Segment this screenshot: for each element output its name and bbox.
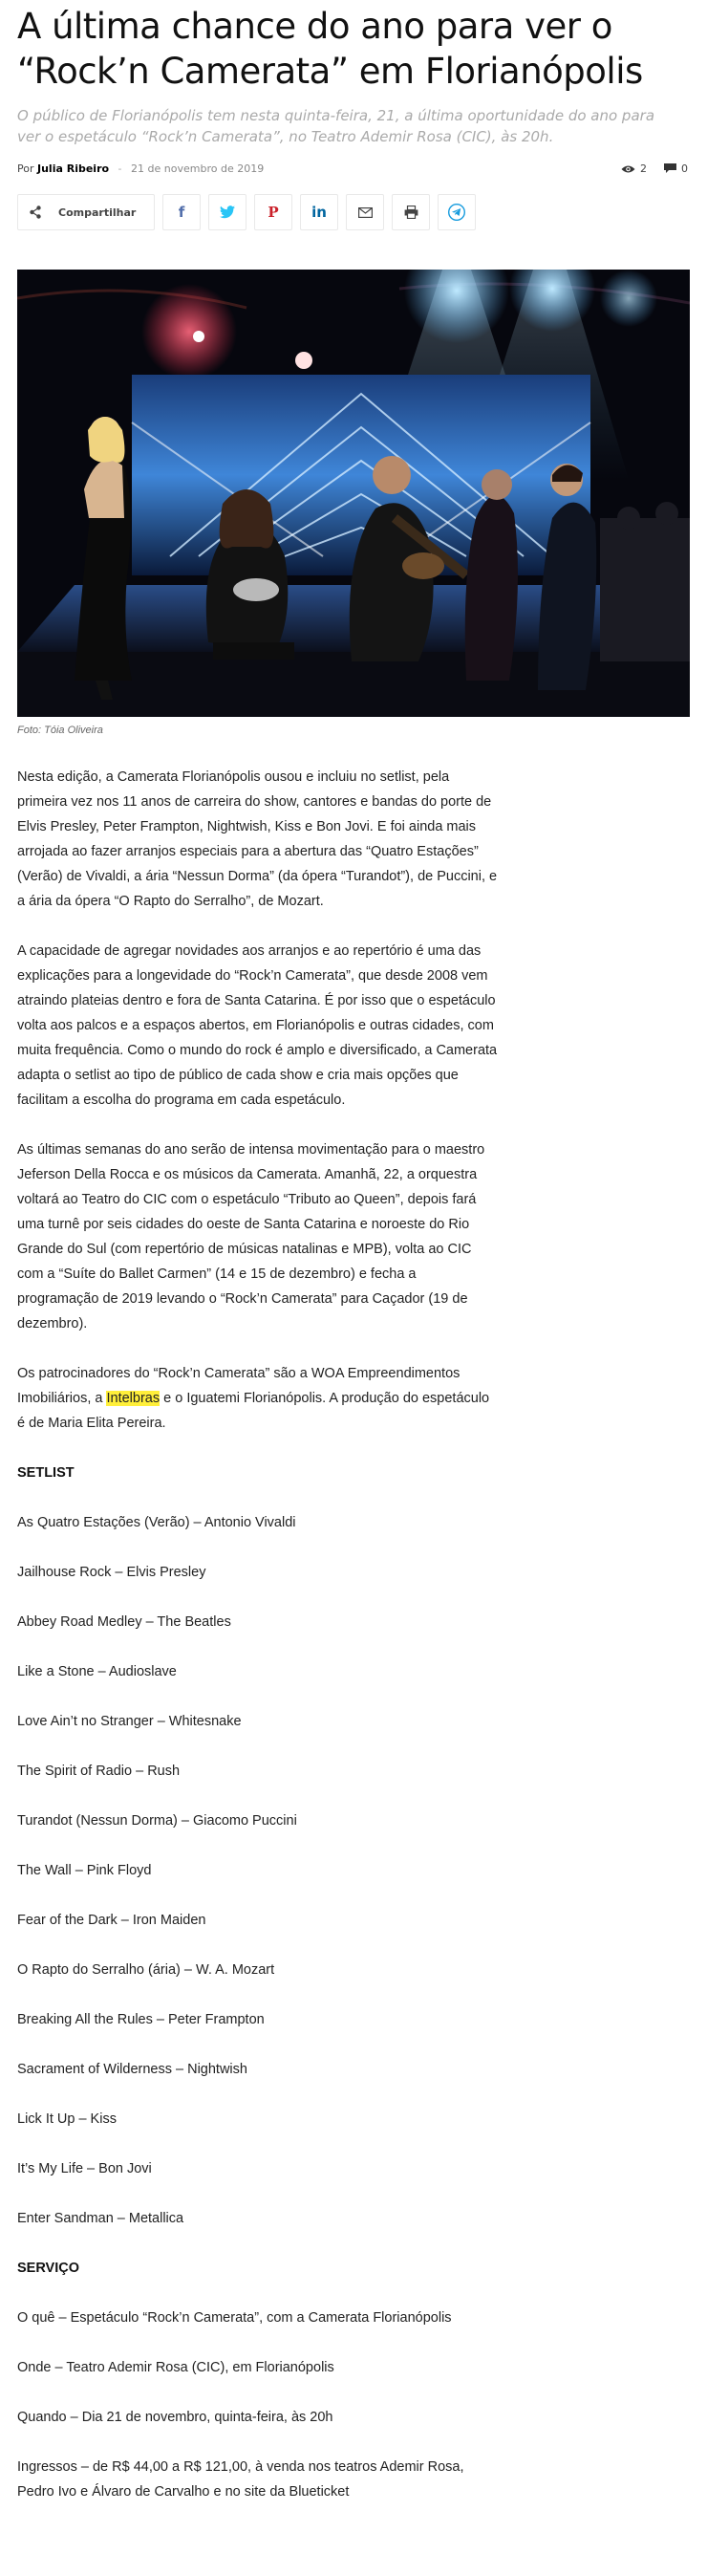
share-telegram-button[interactable] xyxy=(438,194,476,230)
comment-icon xyxy=(664,163,676,174)
setlist-item: Breaking All the Rules – Peter Frampton xyxy=(17,2012,265,2027)
setlist-item: Sacrament of Wilderness – Nightwish xyxy=(17,2062,247,2077)
telegram-icon xyxy=(448,204,465,221)
share-facebook-button[interactable] xyxy=(162,194,201,230)
service-item: Ingressos – de R$ 44,00 a R$ 121,00, à venda nos teatros Ademir Rosa, Pedro Ivo e Álvaro de Carvalho e no site da Blueticket xyxy=(17,2459,464,2500)
article-meta xyxy=(17,162,688,178)
setlist-item: Turandot (Nessun Dorma) – Giacomo Puccini xyxy=(17,1813,297,1829)
linkedin-icon: in xyxy=(311,204,327,221)
share-email-button[interactable] xyxy=(346,194,384,230)
setlist-item: Enter Sandman – Metallica xyxy=(17,2211,184,2226)
share-icon xyxy=(30,206,41,219)
author-link[interactable]: Julia Ribeiro xyxy=(37,162,110,175)
article-stats xyxy=(621,162,688,175)
comments-counter[interactable] xyxy=(664,162,688,175)
setlist-item: Abbey Road Medley – The Beatles xyxy=(17,1614,231,1630)
sponsors-text-start: Os patrocinadores do “Rock’n Camerata” são a WOA Empreendimentos Imobiliários, a xyxy=(17,1366,461,1406)
article-title: A última chance do ano para ver o “Rock’n Camerata” em Florianópolis xyxy=(17,6,643,92)
publish-date: 21 de novembro de 2019 xyxy=(131,162,265,175)
setlist-item: The Spirit of Radio – Rush xyxy=(17,1764,181,1779)
setlist-heading: SETLIST xyxy=(17,1465,75,1481)
views-counter xyxy=(621,162,647,175)
meta-separator: - xyxy=(118,162,122,175)
comments-count: 0 xyxy=(681,162,688,175)
setlist-item: Like a Stone – Audioslave xyxy=(17,1664,177,1679)
views-count: 2 xyxy=(640,162,647,175)
share-print-button[interactable] xyxy=(392,194,430,230)
share-bar xyxy=(17,194,476,232)
service-item: Onde – Teatro Ademir Rosa (CIC), em Florianópolis xyxy=(17,2360,334,2375)
setlist-item: O Rapto do Serralho (ária) – W. A. Mozart xyxy=(17,1962,275,1978)
print-icon xyxy=(404,206,418,219)
intelbras-link[interactable]: Intelbras xyxy=(106,1391,161,1406)
twitter-icon xyxy=(220,206,235,219)
facebook-icon: f xyxy=(178,204,185,221)
email-icon xyxy=(358,207,373,218)
byline-label: Por xyxy=(17,162,34,175)
pinterest-icon: P xyxy=(268,204,279,221)
sponsors-text-end: e o Iguatemi Florianópolis. A produção do espetáculo é de Maria Elita Pereira. xyxy=(17,1391,490,1431)
concert-photo-graphic xyxy=(17,270,690,717)
body-paragraph: As últimas semanas do ano serão de intensa movimentação para o maestro Jeferson Della Rocca e os músicos da Camerata. Amanhã, 22, a orquestra voltará ao Teatro do CIC com o espetáculo “Tributo ao Queen”, depois fará uma turnê por seis cidades do oeste de Santa Catarina e noroeste do Rio Grande do Sul (com repertório de músicas natalinas e MPB), volta ao CIC com a “Suíte do Ballet Carmen” (14 e 15 de dezembro) e fecha a programação de 2019 levando o “Rock’n Camerata” para Caçador (19 de dezembro). xyxy=(17,1142,485,1331)
body-paragraph: Nesta edição, a Camerata Florianópolis ousou e incluiu no setlist, pela primeira vez nos 11 anos de carreira do show, cantores e bandas do porte de Elvis Presley, Peter Frampton, Nightwish, Kiss e Bon Jovi. E foi ainda mais arrojada ao fazer arranjos especiais para a abertura das “Quatro Estações” (Verão) de Vivaldi, a ária “Nessun Dorma” (da ópera “Turandot”), de Puccini, e a ária da ópera “O Rapto do Serralho”, de Mozart. xyxy=(17,769,498,909)
concert-photo xyxy=(17,270,690,717)
setlist-item: Jailhouse Rock – Elvis Presley xyxy=(17,1565,206,1580)
setlist-item: Love Ain’t no Stranger – Whitesnake xyxy=(17,1714,242,1729)
share-label: Compartilhar xyxy=(58,206,137,219)
setlist-item: As Quatro Estações (Verão) – Antonio Vivaldi xyxy=(17,1515,296,1530)
eye-icon xyxy=(621,164,635,174)
setlist-item: It’s My Life – Bon Jovi xyxy=(17,2161,152,2176)
share-linkedin-button[interactable] xyxy=(300,194,338,230)
setlist-item: Fear of the Dark – Iron Maiden xyxy=(17,1913,206,1928)
article-subtitle: O público de Florianópolis tem nesta quinta-feira, 21, a última oportunidade do ano para ver o espetáculo “Rock’n Camerata”, no Teatro Ademir Rosa (CIC), às 20h. xyxy=(17,107,655,145)
service-heading: SERVIÇO xyxy=(17,2261,80,2276)
service-item: Quando – Dia 21 de novembro, quinta-feira, às 20h xyxy=(17,2410,333,2425)
share-pinterest-button[interactable] xyxy=(254,194,292,230)
service-item: O quê – Espetáculo “Rock’n Camerata”, com a Camerata Florianópolis xyxy=(17,2310,452,2326)
body-paragraph: A capacidade de agregar novidades aos arranjos e ao repertório é uma das explicações para a longevidade do “Rock’n Camerata”, que desde 2008 vem atraindo plateias dentro e fora de Santa Catarina. É por isso que o espetáculo volta aos palcos e a espaços abertos, em Florianópolis e outras cidades, com muita frequência. Como o mundo do rock é amplo e diversificado, a Camerata adapta o setlist ao tipo de público de cada show e cria mais opções que facilitam a escolha do programa em cada espetáculo. xyxy=(17,943,498,1108)
article-body xyxy=(17,765,500,2529)
sponsors-paragraph xyxy=(17,1361,500,1436)
setlist-item: The Wall – Pink Floyd xyxy=(17,1863,152,1878)
share-twitter-button[interactable] xyxy=(208,194,246,230)
share-button[interactable] xyxy=(17,194,155,230)
photo-caption: Foto: Tóia Oliveira xyxy=(17,725,103,736)
setlist-item: Lick It Up – Kiss xyxy=(17,2111,117,2127)
